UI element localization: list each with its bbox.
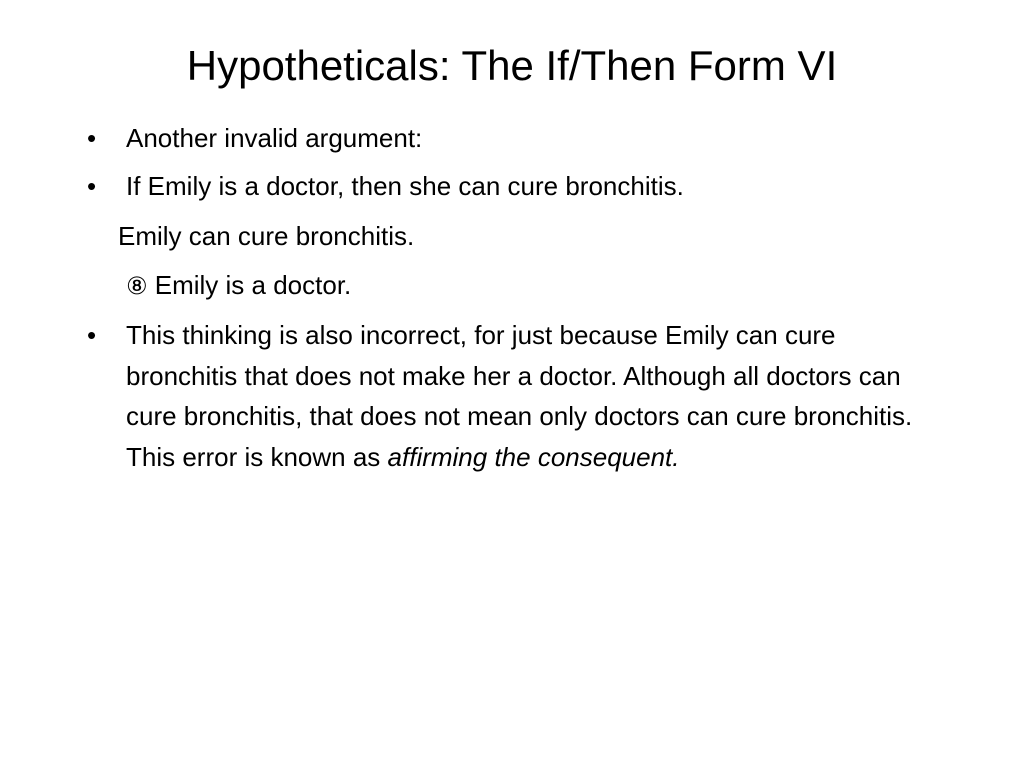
bullet-marker: •	[87, 320, 97, 350]
premise-line: Emily can cure bronchitis.	[118, 221, 415, 251]
explanation-text	[126, 315, 941, 477]
bullet-marker: •	[87, 171, 97, 201]
conclusion-text: Emily is a doctor.	[154, 270, 352, 300]
conclusion-symbol: ⑧	[126, 272, 148, 300]
bullet-marker: •	[87, 123, 97, 153]
explanation-italic-term: affirming the consequent.	[387, 441, 680, 472]
conclusion-line	[126, 265, 351, 306]
slide-title: Hypotheticals: The If/Then Form VI	[186, 42, 838, 89]
bullet-text: If Emily is a doctor, then she can cure bronchitis.	[126, 171, 684, 201]
bullet-text: Another invalid argument:	[126, 123, 423, 153]
explanation-plain: This thinking is also incorrect, for just because Emily can cure bronchitis that does not make her a doctor. Although all doctors can cure bronchitis, that does not mean only doctors can cure bronchitis. This error is known as	[126, 320, 913, 472]
